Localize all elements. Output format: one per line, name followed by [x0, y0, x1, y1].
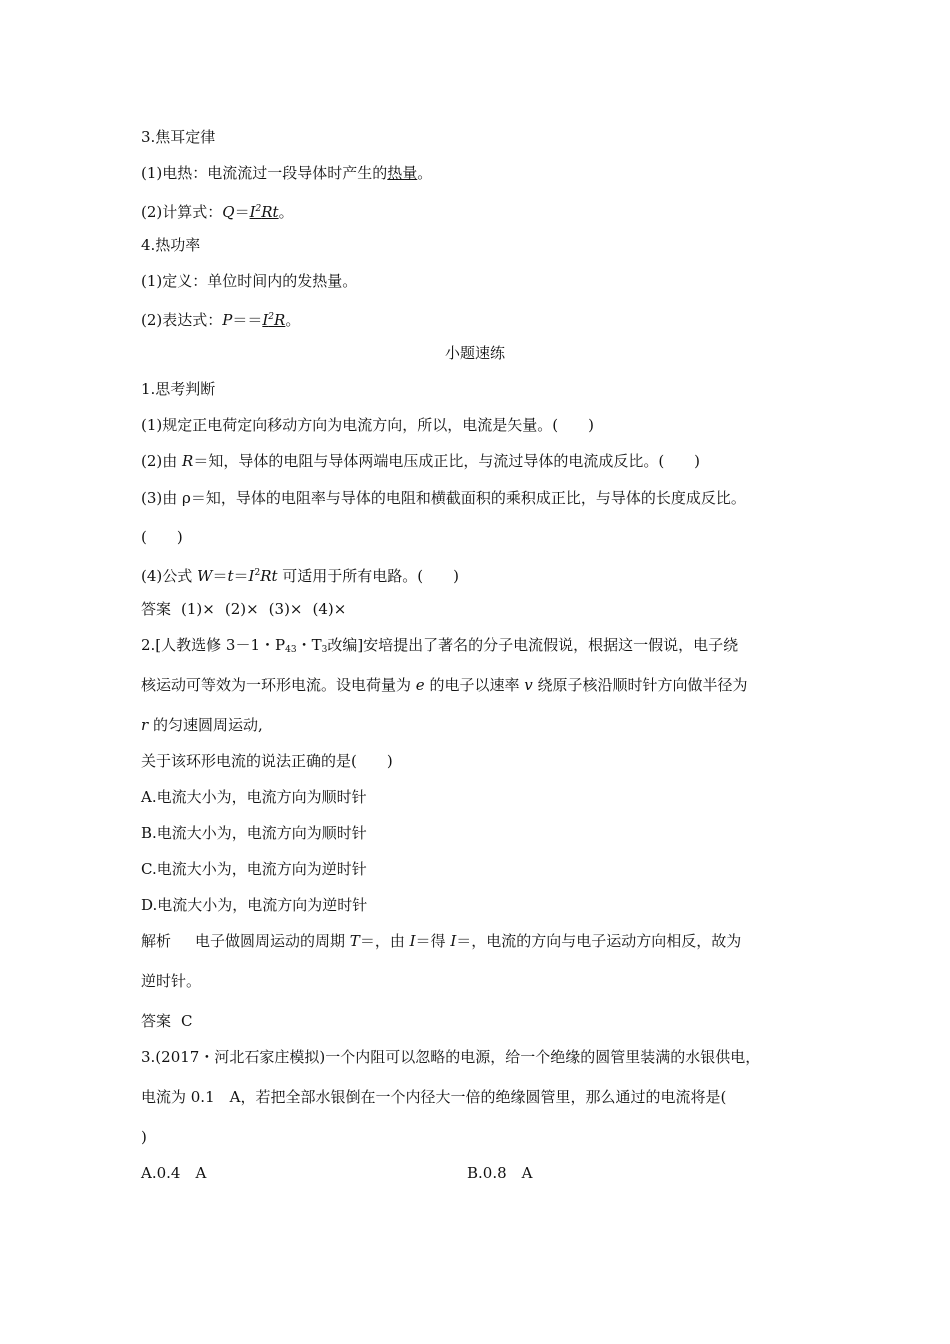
q1-item-3	[141, 488, 746, 508]
q2-line-1	[141, 635, 738, 660]
q2-analysis	[141, 931, 741, 951]
q1-item-3-paren-text: ( )	[141, 528, 183, 546]
expr-r: R	[274, 311, 286, 329]
q2-line-2-a: 核运动可等效为一环形电流。设电荷量为	[141, 676, 416, 694]
expr-underlined	[262, 311, 285, 329]
q1-item-4-i: I	[248, 567, 255, 585]
q3-line-1	[141, 1047, 760, 1067]
q2-option-d-text: D.电流大小为，电流方向为逆时针	[141, 896, 368, 914]
formula-eq: ＝	[234, 203, 250, 221]
joule-law-heading	[141, 127, 215, 147]
section-title	[0, 343, 950, 363]
q2-option-b	[141, 823, 367, 843]
q2-analysis-d: ＝，电流的方向与电子运动方向相反，故为	[456, 932, 742, 950]
q2-line-3	[141, 715, 263, 735]
heat-term: 热量	[387, 164, 418, 182]
q2-option-a-text: A.电流大小为，电流方向为顺时针	[141, 788, 367, 806]
q2-analysis-t: T	[349, 932, 360, 950]
q1-item-3-text: (3)由 ρ＝知，导体的电阻率与导体的电阻和横截面积的乘积成正比，与导体的长度成反比。	[141, 489, 746, 507]
q2-analysis-label: 解析	[141, 932, 172, 950]
q2-analysis-i2: I	[450, 932, 457, 950]
heat-suffix: 。	[417, 164, 433, 182]
q3-line-2	[141, 1087, 726, 1107]
q2-option-c	[141, 859, 367, 879]
expr-i: I	[262, 311, 269, 329]
q3-line-3	[141, 1127, 147, 1147]
thermal-heading-text: 4.热功率	[141, 236, 201, 254]
q1-item-3-paren	[141, 527, 183, 547]
q2-line-1-c: 改编]安培提出了著名的分子电流假说，根据这一假说，电子绕	[327, 636, 739, 654]
q1-item-4-eq2: ＝	[233, 567, 249, 585]
formula-prefix: (2)计算式：	[141, 203, 223, 221]
q1-item-2-suffix: ＝知，导体的电阻与导体两端电压成正比，与流过导体的电流成反比。( )	[193, 452, 701, 470]
formula-underlined	[250, 203, 279, 221]
heat-definition-text: (1)电热：电流流过一段导体时产生的	[141, 164, 388, 182]
q2-var-r: r	[141, 716, 149, 734]
q1-item-4-suffix: 可适用于所有电路。( )	[277, 567, 459, 585]
q3-line-1-text: 3.(2017・河北石家庄模拟)一个内阻可以忽略的电源，给一个绝缘的圆管里装满的水银供电，	[141, 1048, 761, 1066]
q3-option-b-text: B.0.8 A	[467, 1164, 533, 1182]
q2-analysis-line-2	[141, 971, 201, 991]
q2-line-3-a: 的匀速圆周运动,	[148, 716, 263, 734]
joule-heat-definition	[141, 163, 432, 183]
formula-q: Q	[222, 203, 235, 221]
q2-var-e: e	[415, 676, 425, 694]
q1-heading	[141, 379, 215, 399]
q2-analysis-i1: I	[409, 932, 416, 950]
q1-answer	[141, 599, 346, 619]
expr-eq: ＝＝	[232, 311, 263, 329]
q1-item-4	[141, 563, 459, 586]
q1-answer-label: 答案	[141, 600, 172, 618]
q1-answer-2: (2)×	[224, 600, 259, 618]
joule-formula	[141, 199, 294, 222]
q2-line-2-c: 绕原子核沿顺时针方向做半径为	[532, 676, 748, 694]
q2-task-sub: 3	[321, 645, 328, 655]
q1-answer-3: (3)×	[268, 600, 303, 618]
q2-line-2-b: 的电子以速率	[424, 676, 525, 694]
q1-item-4-eq1: ＝	[212, 567, 228, 585]
q1-item-2-var: R	[182, 452, 194, 470]
expr-end: 。	[285, 311, 301, 329]
q1-item-4-exp: 2	[254, 568, 261, 578]
expr-p: P	[222, 311, 233, 329]
q2-analysis-line-2-text: 逆时针。	[141, 972, 202, 990]
expr-prefix: (2)表达式：	[141, 311, 223, 329]
q3-option-a-text: A.0.4 A	[141, 1164, 207, 1182]
q3-line-2-text: 电流为 0.1 A，若把全部水银倒在一个内径大一倍的绝缘圆管里，那么通过的电流将是(	[141, 1088, 727, 1106]
q1-item-1	[141, 415, 594, 435]
q1-item-1-text: (1)规定正电荷定向移动方向为电流方向，所以，电流是矢量。( )	[141, 416, 594, 434]
q2-var-v: v	[524, 676, 533, 694]
q1-item-4-t: t	[227, 567, 234, 585]
thermal-power-definition	[141, 271, 357, 291]
q1-item-2-prefix: (2)由	[141, 452, 183, 470]
q2-line-1-a: 2.[人教选修 3－1・P	[141, 636, 286, 654]
joule-heading-text: 3.焦耳定律	[141, 128, 216, 146]
section-title-text: 小题速练	[444, 344, 505, 362]
q1-heading-text: 1.思考判断	[141, 380, 216, 398]
q1-item-4-rt: Rt	[260, 567, 278, 585]
q2-answer-label: 答案	[141, 1012, 172, 1030]
q3-option-a	[141, 1163, 206, 1183]
formula-end: 。	[278, 203, 294, 221]
q2-page-sub: 43	[285, 645, 297, 655]
q2-analysis-a: 电子做圆周运动的周期	[195, 932, 350, 950]
q1-item-4-prefix: (4)公式	[141, 567, 198, 585]
q2-option-a	[141, 787, 367, 807]
q3-option-b	[467, 1163, 532, 1183]
formula-exp: 2	[255, 204, 262, 214]
q2-analysis-c: ＝得	[415, 932, 451, 950]
q1-answer-4: (4)×	[312, 600, 347, 618]
q1-item-2	[141, 451, 700, 471]
expr-exp: 2	[268, 312, 275, 322]
q2-answer	[141, 1011, 193, 1031]
formula-i: I	[249, 203, 256, 221]
q2-line-4	[141, 751, 393, 771]
thermal-power-heading	[141, 235, 200, 255]
q2-option-d	[141, 895, 367, 915]
q2-line-2	[141, 675, 747, 695]
q2-line-1-b: ・T	[296, 636, 322, 654]
q1-item-4-w: W	[197, 567, 213, 585]
q2-option-b-text: B.电流大小为，电流方向为顺时针	[141, 824, 367, 842]
thermal-definition-text: (1)定义：单位时间内的发热量。	[141, 272, 358, 290]
q2-answer-value: C	[181, 1012, 193, 1030]
formula-rt: Rt	[261, 203, 279, 221]
q3-line-3-text: )	[141, 1128, 147, 1146]
q2-line-4-text: 关于该环形电流的说法正确的是( )	[141, 752, 393, 770]
q1-answer-1: (1)×	[181, 600, 215, 618]
q2-analysis-b: ＝，由	[359, 932, 410, 950]
q2-option-c-text: C.电流大小为，电流方向为逆时针	[141, 860, 367, 878]
thermal-power-expression	[141, 307, 300, 330]
